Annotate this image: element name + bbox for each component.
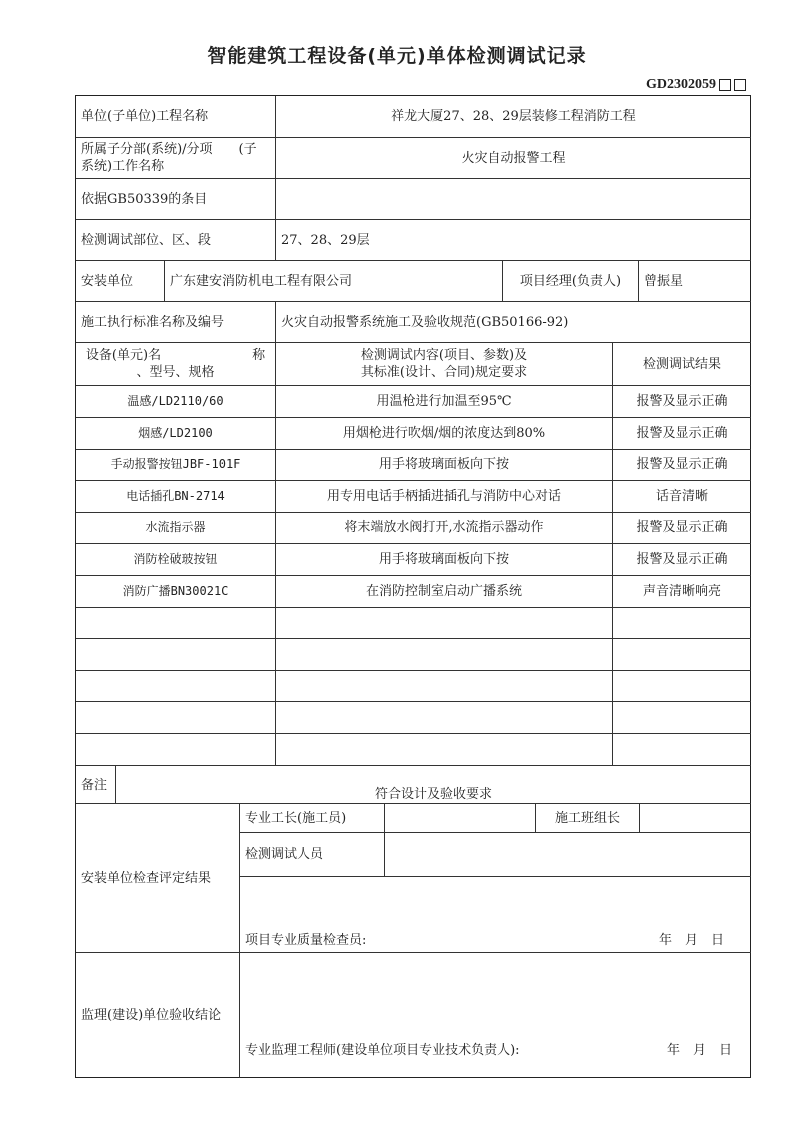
result-cell: 报警及显示正确 [613, 449, 751, 481]
device-cell [76, 639, 276, 671]
manager-value: 曾振星 [639, 261, 751, 302]
content-cell: 将末端放水阀打开,水流指示器动作 [276, 512, 613, 544]
team-leader-label: 施工班组长 [536, 804, 640, 833]
result-cell [613, 670, 751, 702]
inspector-date: 年 月 日 [658, 933, 724, 948]
foreman-value [385, 804, 536, 833]
device-cell [76, 670, 276, 702]
form-code-text: GD2302059 [646, 77, 716, 92]
content-cell: 用手将玻璃面板向下按 [276, 544, 613, 576]
installer-label: 安装单位 [76, 261, 165, 302]
content-cell: 在消防控制室启动广播系统 [276, 576, 613, 608]
content-cell [276, 734, 613, 766]
standard-value: 火灾自动报警系统施工及验收规范(GB50166-92) [276, 302, 751, 343]
install-check-label: 安装单位检查评定结果 [76, 804, 240, 953]
page-title: 智能建筑工程设备(单元)单体检测调试记录 [207, 45, 587, 67]
foreman-label: 专业工长(施工员) [240, 804, 385, 833]
content-cell [276, 607, 613, 639]
content-cell: 用专用电话手柄插进插孔与消防中心对话 [276, 481, 613, 513]
result-cell: 报警及显示正确 [613, 512, 751, 544]
device-cell: 手动报警按钮JBF-101F [76, 449, 276, 481]
supervision-signature-area [240, 953, 751, 1078]
device-cell: 电话插孔BN-2714 [76, 481, 276, 513]
checkbox-icon [734, 79, 746, 91]
record-form [75, 95, 751, 1078]
subdivision-label-line1: 所属子分部(系统)/分项 (子 [81, 142, 257, 157]
inspector-signature-area [240, 877, 751, 953]
device-cell: 消防栓破玻按钮 [76, 544, 276, 576]
subdivision-value: 火灾自动报警工程 [276, 138, 751, 179]
device-header-line1: 设备(单元)名 称 [85, 348, 266, 363]
remarks-label: 备注 [76, 765, 116, 804]
result-cell: 声音清晰响亮 [613, 576, 751, 608]
result-cell [613, 734, 751, 766]
device-cell: 温感/LD2110/60 [76, 386, 276, 418]
result-column-header: 检测调试结果 [613, 343, 751, 386]
project-value: 祥龙大厦27、28、29层装修工程消防工程 [276, 96, 751, 138]
device-cell: 水流指示器 [76, 512, 276, 544]
supervision-label: 监理(建设)单位验收结论 [76, 953, 240, 1078]
device-cell: 烟感/LD2100 [76, 418, 276, 450]
content-cell: 用手将玻璃面板向下按 [276, 449, 613, 481]
engineer-label: 专业监理工程师(建设单位项目专业技术负责人): [245, 1043, 520, 1058]
remarks-value: 符合设计及验收要求 [116, 765, 751, 804]
content-cell [276, 670, 613, 702]
installer-value: 广东建安消防机电工程有限公司 [165, 261, 503, 302]
device-cell: 消防广播BN30021C [76, 576, 276, 608]
device-column-header [76, 343, 276, 386]
result-cell: 报警及显示正确 [613, 544, 751, 576]
subdivision-label-line2: 系统)工作名称 [81, 159, 165, 174]
team-leader-value [640, 804, 751, 833]
basis-value [276, 179, 751, 220]
project-label: 单位(子单位)工程名称 [76, 96, 276, 138]
content-cell: 用烟枪进行吹烟/烟的浓度达到80% [276, 418, 613, 450]
result-cell: 报警及显示正确 [613, 386, 751, 418]
standard-label: 施工执行标准名称及编号 [76, 302, 276, 343]
device-header-line2: 、型号、规格 [136, 365, 215, 380]
content-cell [276, 702, 613, 734]
result-cell [613, 607, 751, 639]
device-cell [76, 607, 276, 639]
checkbox-icon [719, 79, 731, 91]
content-cell: 用温枪进行加温至95℃ [276, 386, 613, 418]
tester-value [385, 833, 751, 877]
inspector-label: 项目专业质量检查员: [245, 933, 367, 948]
tester-label: 检测调试人员 [240, 833, 385, 877]
result-cell: 话音清晰 [613, 481, 751, 513]
device-cell [76, 702, 276, 734]
content-cell [276, 639, 613, 671]
basis-label: 依据GB50339的条目 [76, 179, 276, 220]
subdivision-label [76, 138, 276, 179]
result-cell: 报警及显示正确 [613, 418, 751, 450]
result-cell [613, 702, 751, 734]
content-header-line1: 检测调试内容(项目、参数)及 [360, 348, 528, 363]
location-value: 27、28、29层 [276, 220, 751, 261]
result-cell [613, 639, 751, 671]
form-code [646, 77, 746, 93]
content-column-header [276, 343, 613, 386]
device-cell [76, 734, 276, 766]
manager-label: 项目经理(负责人) [503, 261, 639, 302]
content-header-line2: 其标准(设计、合同)规定要求 [360, 365, 528, 380]
location-label: 检测调试部位、区、段 [76, 220, 276, 261]
supervision-date: 年 月 日 [666, 1043, 732, 1058]
